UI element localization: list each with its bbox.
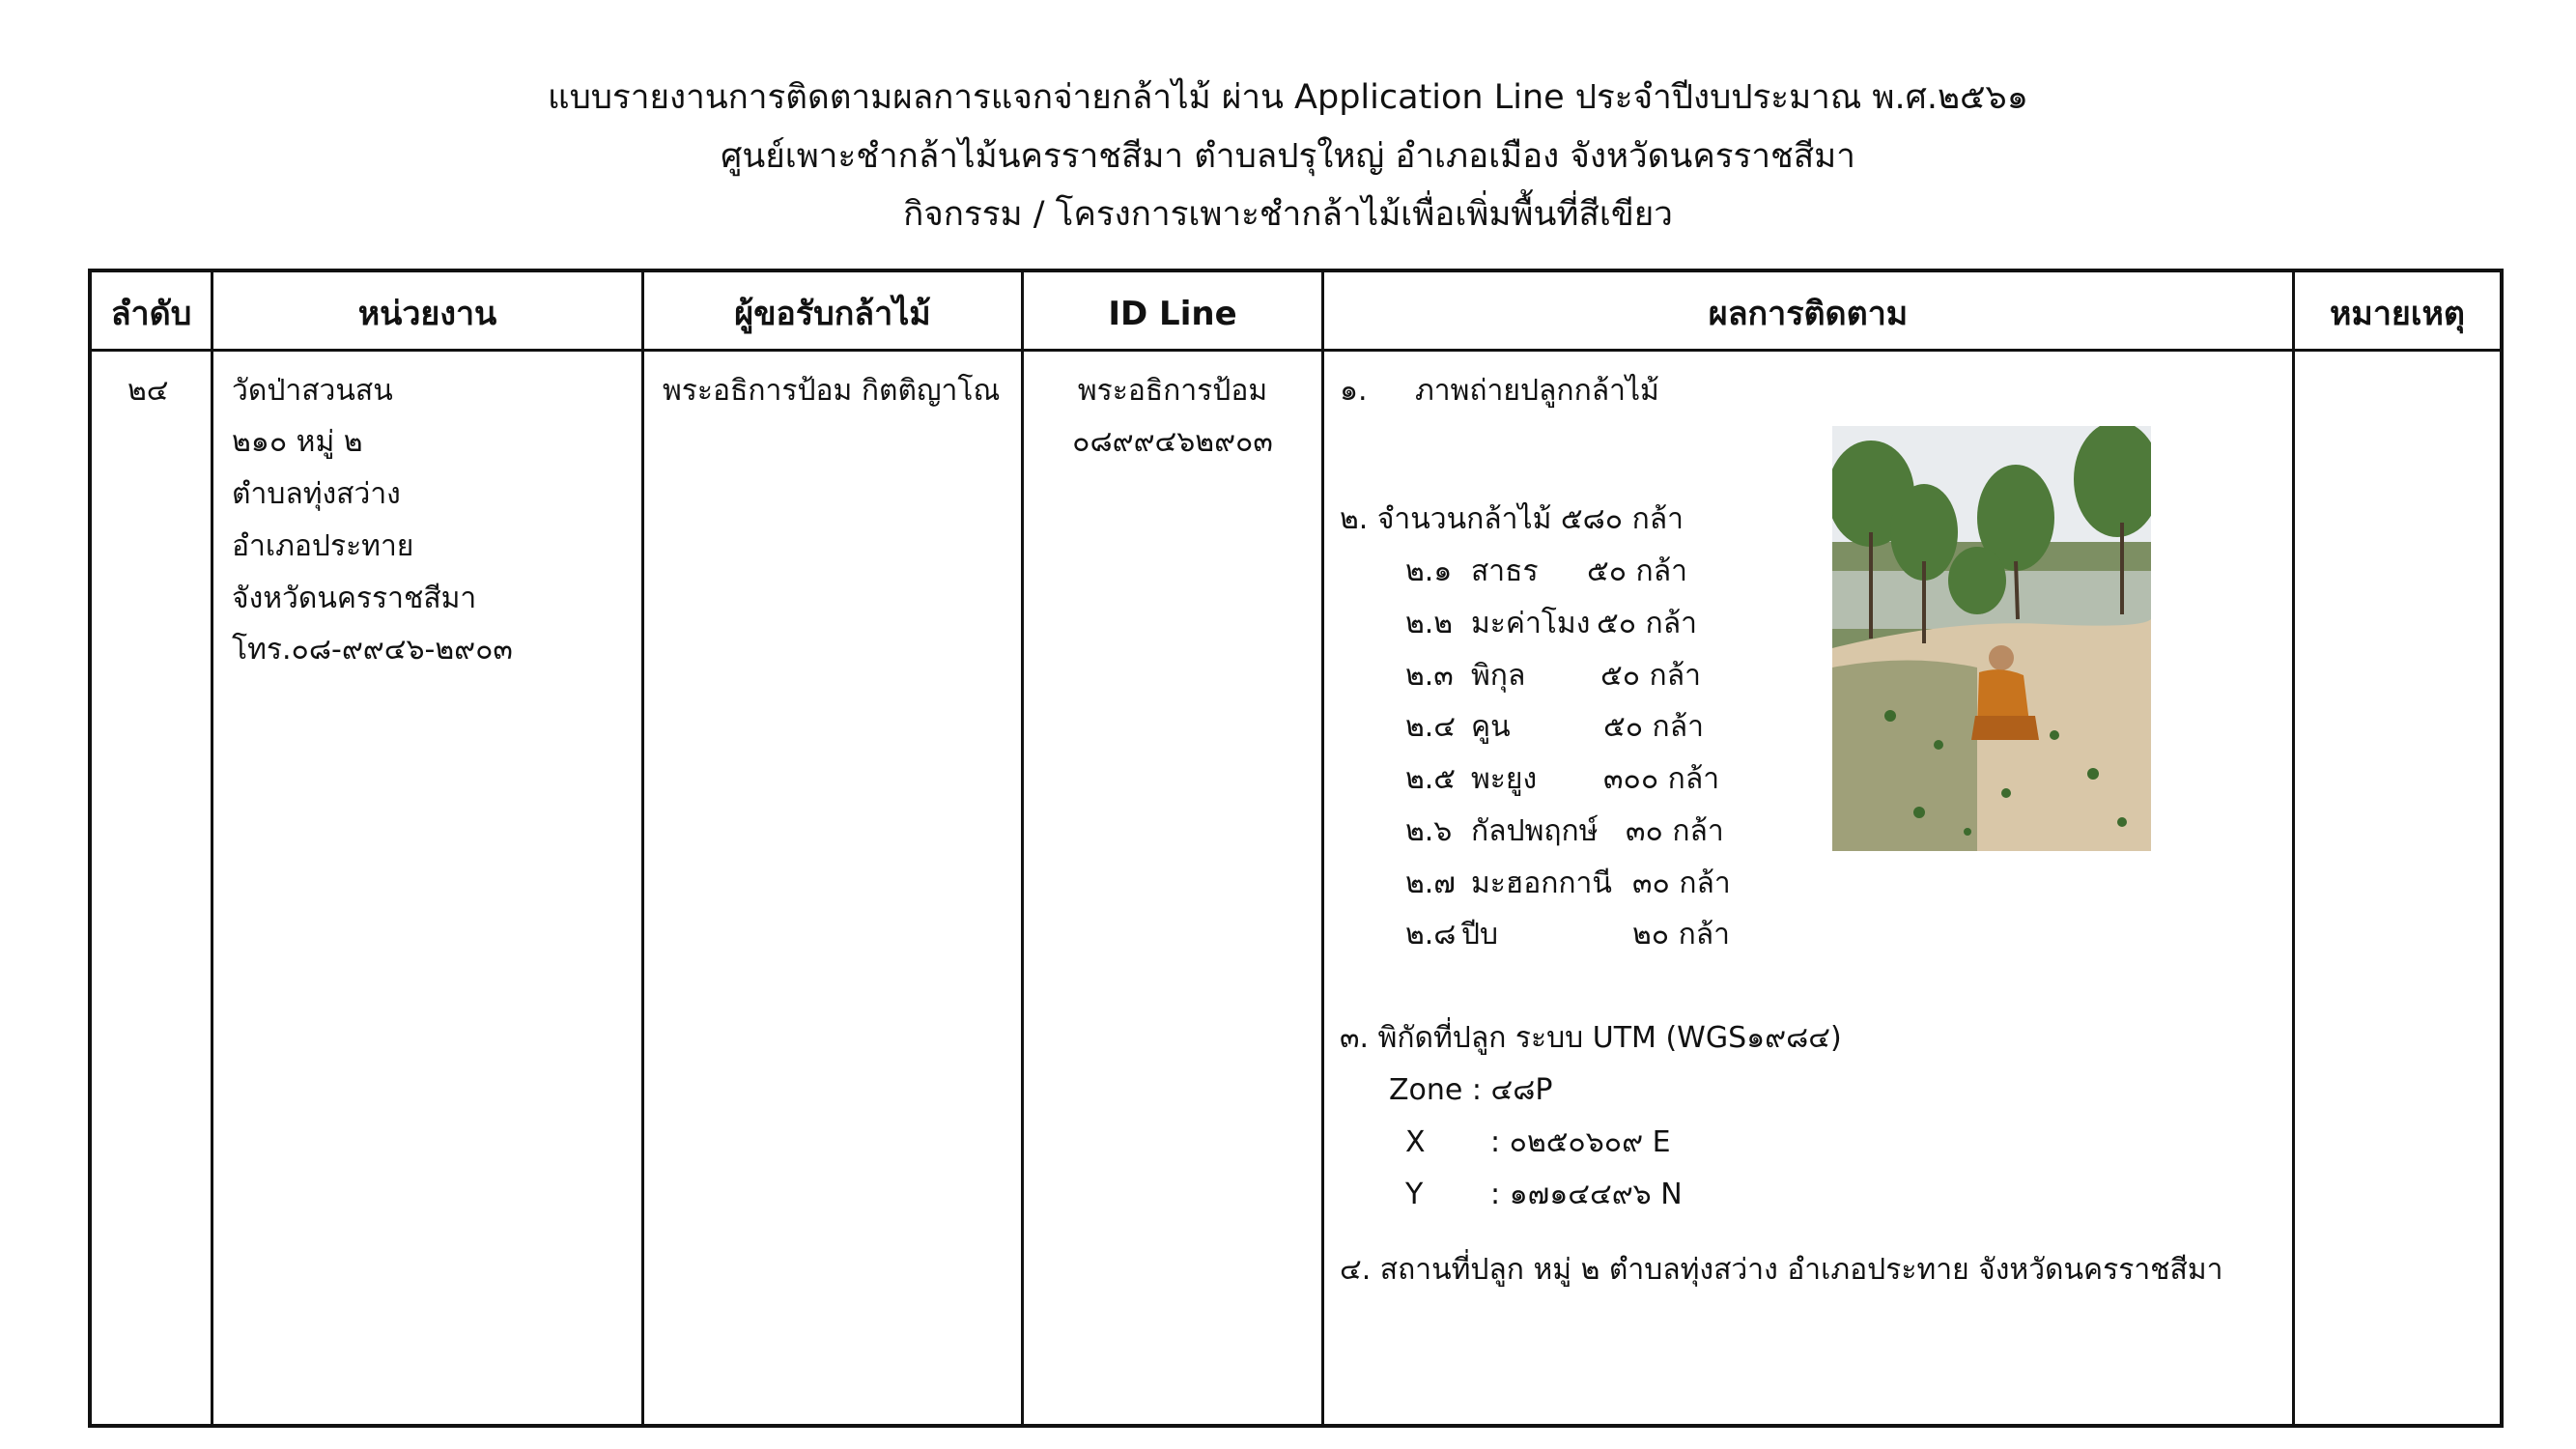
- id-line-name: พระอธิการป้อม: [1077, 374, 1268, 408]
- utm-x-label: X: [1405, 1125, 1426, 1159]
- species-qty: ๕๐ กล้า: [1600, 659, 1701, 693]
- species-name: คูน: [1471, 710, 1511, 744]
- header-requester: ผู้ขอรับกล้าไม้: [734, 295, 931, 333]
- species-name: สาธร: [1471, 554, 1539, 588]
- species-name: มะฮอกกานี: [1471, 867, 1612, 900]
- species-code: ๒.๑: [1405, 554, 1453, 588]
- utm-zone: Zone : ๔๘P: [1389, 1073, 1553, 1107]
- utm-y-label: Y: [1405, 1178, 1424, 1211]
- species-qty: ๓๐ กล้า: [1626, 814, 1724, 848]
- header-agency: หน่วยงาน: [357, 295, 497, 333]
- requester-name: พระอธิการป้อม กิตติญาโณ: [663, 374, 1001, 408]
- header-divider: [88, 349, 2504, 352]
- species-name: ปีบ: [1461, 918, 1499, 952]
- header-result: ผลการติดตาม: [1708, 295, 1909, 333]
- column-divider: [2292, 269, 2295, 1428]
- species-qty: ๕๐ กล้า: [1587, 554, 1687, 588]
- species-code: ๒.๕: [1405, 762, 1457, 796]
- planting-photo: [1832, 426, 2151, 851]
- agency-line: จังหวัดนครราชสีมา: [232, 582, 477, 615]
- result-item-2-title: ๒. จำนวนกล้าไม้ ๕๘๐ กล้า: [1340, 502, 1684, 536]
- id-line-number: ๐๘๙๙๔๖๒๙๐๓: [1072, 425, 1273, 459]
- report-subtitle: ศูนย์เพาะชำกล้าไม้นครราชสีมา ตำบลปรุใหญ่ อำเภอเมือง จังหวัดนครราชสีมา: [721, 137, 1855, 176]
- agency-phone: โทร.๐๘-๙๙๔๖-๒๙๐๓: [232, 633, 513, 667]
- utm-x-value: : ๐๒๕๐๖๐๙ E: [1490, 1125, 1671, 1159]
- header-remark: หมายเหตุ: [2330, 295, 2465, 333]
- species-code: ๒.๔: [1405, 710, 1457, 744]
- result-item-1-number: ๑.: [1340, 374, 1368, 408]
- column-divider: [641, 269, 644, 1428]
- header-no: ลำดับ: [110, 295, 192, 333]
- report-activity: กิจกรรม / โครงการเพาะชำกล้าไม้เพื่อเพิ่มพื้นที่สีเขียว: [903, 195, 1673, 234]
- species-name: พิกุล: [1471, 659, 1526, 693]
- report-title: แบบรายงานการติดตามผลการแจกจ่ายกล้าไม้ ผ่าน Application Line ประจำปีงบประมาณ พ.ศ.๒๕๖๑: [548, 78, 2028, 117]
- species-code: ๒.๓: [1405, 659, 1454, 693]
- agency-line: ตำบลทุ่งสว่าง: [232, 477, 401, 511]
- species-code: ๒.๖: [1405, 814, 1453, 848]
- agency-line: วัดป่าสวนสน: [232, 374, 393, 408]
- species-code: ๒.๗: [1405, 867, 1456, 900]
- agency-line: อำเภอประทาย: [232, 529, 414, 563]
- column-divider: [1321, 269, 1324, 1428]
- row-number: ๒๔: [127, 374, 169, 408]
- agency-line: ๒๑๐ หมู่ ๒: [232, 425, 363, 459]
- species-code: ๒.๒: [1405, 607, 1454, 640]
- species-qty: ๓๐๐ กล้า: [1603, 762, 1720, 796]
- species-qty: ๕๐ กล้า: [1597, 607, 1697, 640]
- header-id-line: ID Line: [1108, 295, 1237, 333]
- species-qty: ๒๐ กล้า: [1632, 918, 1731, 952]
- species-qty: ๕๐ กล้า: [1603, 710, 1704, 744]
- result-item-4: ๔. สถานที่ปลูก หมู่ ๒ ตำบลทุ่งสว่าง อำเภอประทาย จังหวัดนครราชสีมา: [1340, 1253, 2223, 1287]
- result-item-3-title: ๓. พิกัดที่ปลูก ระบบ UTM (WGS๑๙๘๔): [1340, 1021, 1842, 1055]
- species-name: กัลปพฤกษ์: [1471, 814, 1599, 848]
- species-name: มะค่าโมง: [1471, 607, 1591, 640]
- utm-y-value: : ๑๗๑๔๔๙๖ N: [1490, 1178, 1683, 1211]
- species-qty: ๓๐ กล้า: [1632, 867, 1731, 900]
- species-name: พะยูง: [1471, 762, 1538, 796]
- species-code: ๒.๘: [1405, 918, 1457, 952]
- column-divider: [211, 269, 213, 1428]
- result-item-1-text: ภาพถ่ายปลูกกล้าไม้: [1415, 374, 1659, 408]
